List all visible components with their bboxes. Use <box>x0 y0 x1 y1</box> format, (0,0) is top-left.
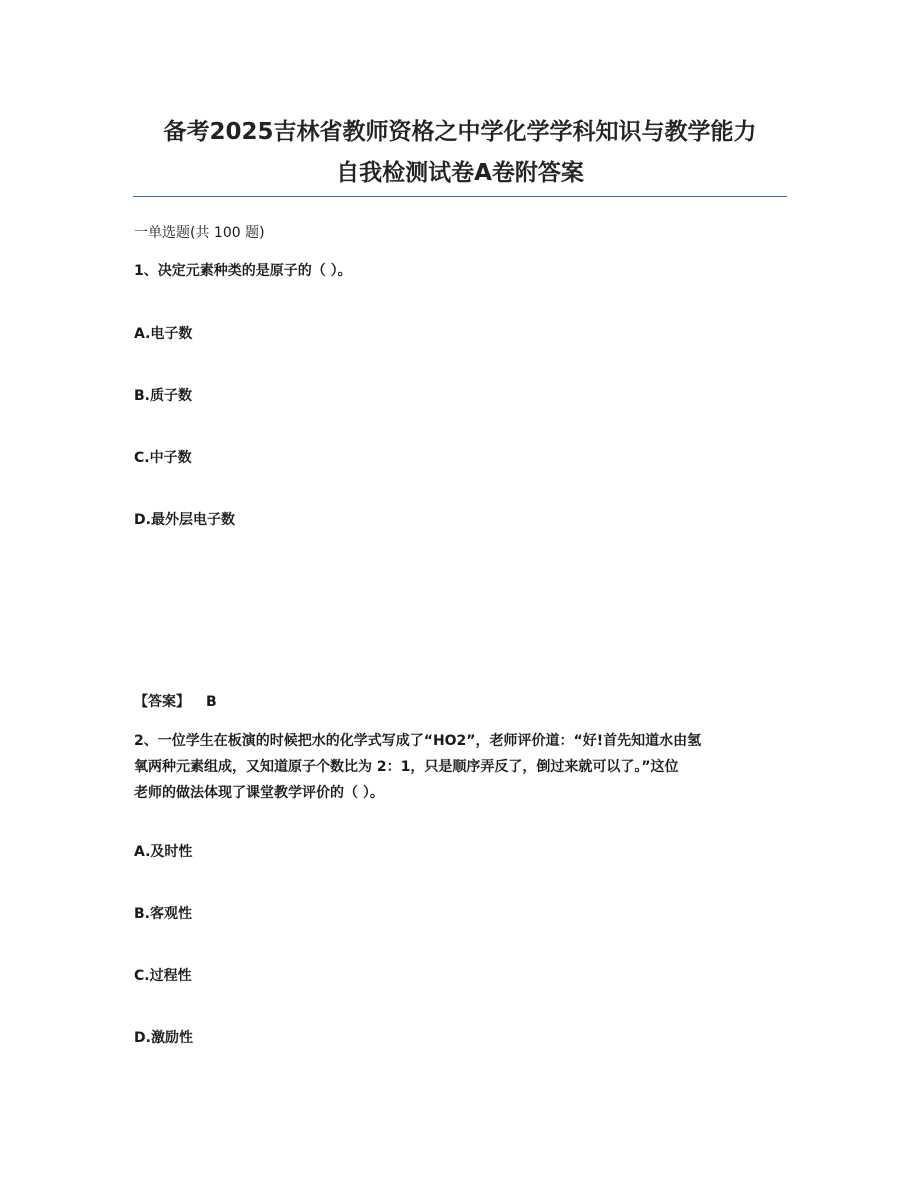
question-2-stem-line-2: 氧两种元素组成，又知道原子个数比为 2：1，只是顺序弄反了，倒过来就可以了。”这位 <box>134 759 679 775</box>
answer-label: 【答案】 <box>134 694 190 710</box>
title-divider <box>133 196 787 197</box>
question-2-stem <box>134 728 788 806</box>
question-2-option-d: D.激励性 <box>134 1030 193 1046</box>
document-title-line-2: 自我检测试卷A卷附答案 <box>336 160 584 186</box>
answer-value: B <box>206 694 217 710</box>
question-1-option-c: C.中子数 <box>134 450 192 466</box>
question-1-answer <box>134 692 217 712</box>
section-heading: 一单选题(共 100 题) <box>134 225 265 241</box>
question-2-stem-line-1: 2、一位学生在板演的时候把水的化学式写成了“HO2”，老师评价道：“好!首先知道水由氢 <box>134 733 702 749</box>
question-2-option-b: B.客观性 <box>134 906 192 922</box>
question-1-stem: 1、决定元素种类的是原子的（ ）。 <box>134 263 352 279</box>
question-1-option-b: B.质子数 <box>134 388 192 404</box>
question-1-option-d: D.最外层电子数 <box>134 512 235 528</box>
question-2-option-a: A.及时性 <box>134 844 193 860</box>
question-2-stem-line-3: 老师的做法体现了课堂教学评价的（ ）。 <box>134 785 384 801</box>
document-title-line-1: 备考2025吉林省教师资格之中学化学学科知识与教学能力 <box>163 119 757 145</box>
question-2-option-c: C.过程性 <box>134 968 192 984</box>
question-1-option-a: A.电子数 <box>134 326 193 342</box>
